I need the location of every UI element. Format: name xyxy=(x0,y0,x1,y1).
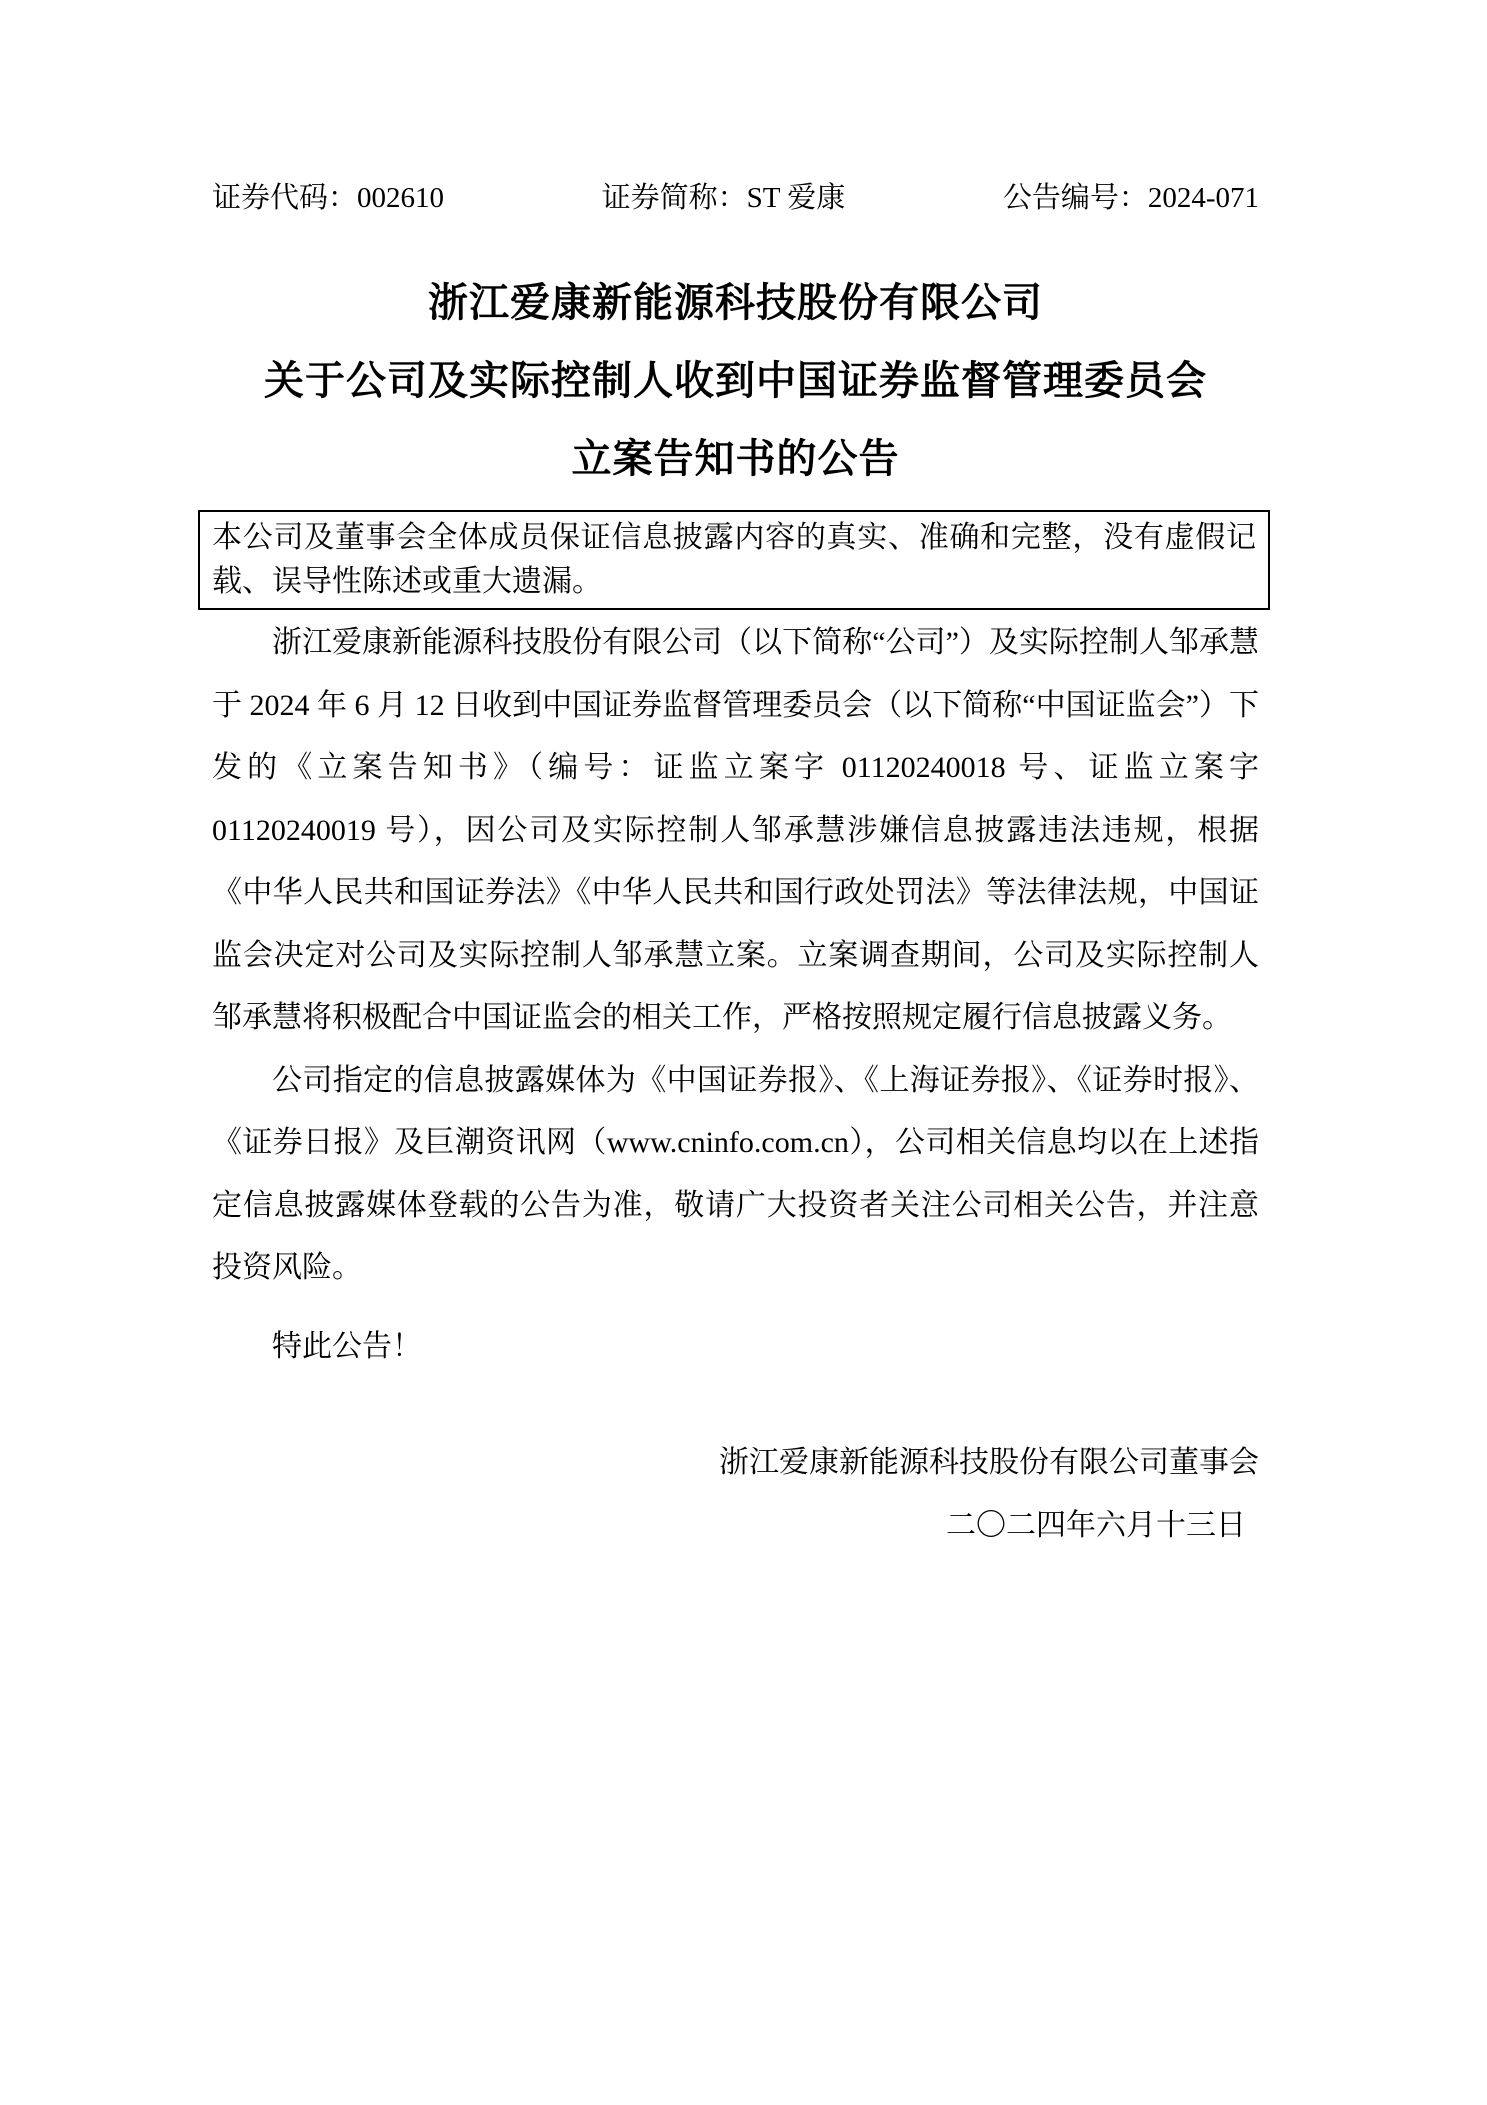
title-line-type: 立案告知书的公告 xyxy=(571,437,900,481)
stock-code: 证券代码：002610 xyxy=(212,182,445,214)
stock-abbr: 证券简称：ST 爱康 xyxy=(601,182,846,214)
body-paragraph-1: 浙江爱康新能源科技股份有限公司（以下简称“公司”）及实际控制人邹承慧于 2024 年 6 月 12 日收到中国证券监督管理委员会（以下简称“中国证监会”）下发的《立案告知书》（编号：证监立案字 01120240018 号、证监立案字 01120240019 号），因公司及实际控制人邹承慧涉嫌信息披露违法违规，根据《中华人民共和国证券法》《中华人民共和国行政处罚法》等法律法规，中国证监会决定对公司及实际控制人邹承慧立案。立案调查期间，公司及实际控制人邹承慧将积极配合中国证监会的相关工作，严格按照规定履行信息披露义务。 xyxy=(212,626,1259,1034)
signature-company: 浙江爱康新能源科技股份有限公司董事会 xyxy=(719,1446,1259,1479)
signature-date: 二〇二四年六月十三日 xyxy=(946,1508,1246,1542)
statement-box xyxy=(198,510,1270,610)
title-line-company: 浙江爱康新能源科技股份有限公司 xyxy=(428,281,1043,325)
title-line-subject: 关于公司及实际控制人收到中国证券监督管理委员会 xyxy=(264,359,1207,403)
body-text xyxy=(212,612,1259,1378)
document-title xyxy=(212,264,1259,498)
document-header xyxy=(212,0,1259,214)
closing-statement: 特此公告！ xyxy=(272,1329,422,1363)
statement-text: 本公司及董事会全体成员保证信息披露内容的真实、准确和完整，没有虚假记载、误导性陈述或重大遗漏。 xyxy=(212,521,1256,598)
body-paragraph-2: 公司指定的信息披露媒体为《中国证券报》、《上海证券报》、《证券时报》、《证券日报》及巨潮资讯网（www.cninfo.com.cn），公司相关信息均以在上述指定信息披露媒体登载的公告为准，敬请广大投资者关注公司相关公告，并注意投资风险。 xyxy=(212,1063,1259,1284)
signature-block xyxy=(212,1432,1259,1557)
announcement-number: 公告编号：2024-071 xyxy=(1002,182,1259,214)
